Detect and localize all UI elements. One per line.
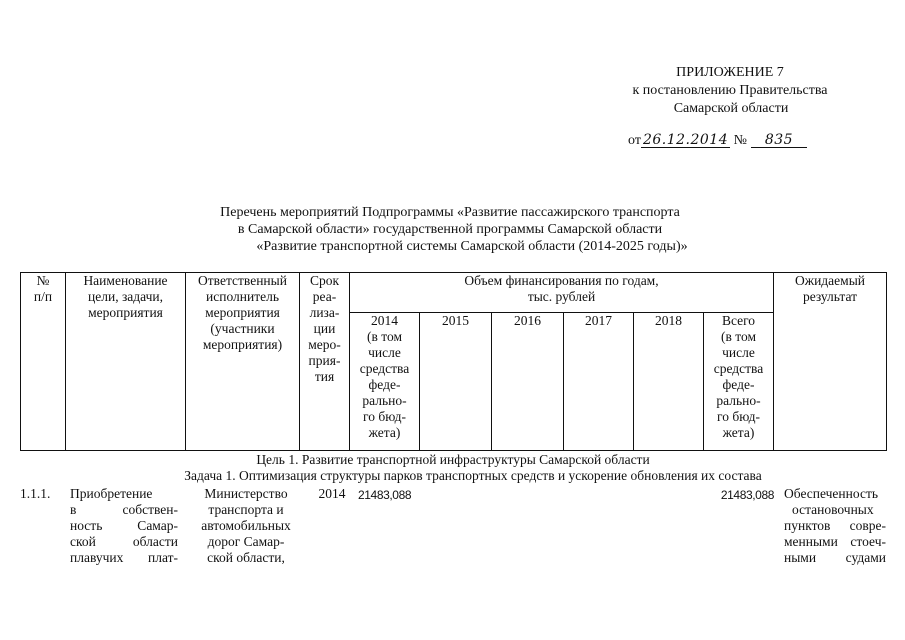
title-line3: «Развитие транспортной системы Самарской области (2014-2025 годы)» bbox=[256, 239, 688, 254]
header-result: Ожидаемый результат bbox=[774, 273, 887, 451]
header-num: № п/п bbox=[21, 273, 66, 451]
row-value-total: 21483,088 bbox=[720, 488, 774, 502]
header-year-2017: 2017 bbox=[564, 313, 634, 451]
row-number: 1.1.1. bbox=[20, 486, 51, 501]
row-responsible: Министерство транспорта и автомобильных дорог Самар- ской области, bbox=[201, 486, 291, 565]
number-prefix: № bbox=[733, 133, 747, 148]
funding-table-header bbox=[20, 272, 887, 451]
row-name: Приобретение в собствен- ность Самар- ской области плавучих плат- bbox=[70, 486, 178, 565]
table-row bbox=[20, 484, 886, 594]
header-year-2018: 2018 bbox=[634, 313, 704, 451]
header-total: Всего (в том числе средства феде- рально- го бюд- жета) bbox=[704, 313, 774, 451]
appendix-block bbox=[600, 64, 860, 118]
date-prefix: от bbox=[628, 133, 641, 148]
header-responsible: Ответственный исполнитель мероприятия (участники мероприятия) bbox=[186, 273, 300, 451]
row-term: 2014 bbox=[318, 486, 346, 501]
header-year-2014: 2014 (в том числе средства феде- рально- го бюд- жета) bbox=[350, 313, 420, 451]
header-funding: Объем финансирования по годам, тыс. рублей bbox=[350, 273, 774, 313]
title-line2: в Самарской области» государственной программы Самарской области bbox=[237, 222, 663, 237]
document-title bbox=[150, 204, 750, 255]
appendix-line2: к постановлению Правительства bbox=[632, 83, 828, 98]
row-result: Обеспеченность остановочных пунктов совре- менными стоеч- ными судами bbox=[784, 486, 886, 565]
goal-row: Цель 1. Развитие транспортной инфраструктуры Самарской области bbox=[256, 452, 650, 467]
row-value-2014: 21483,088 bbox=[358, 488, 412, 502]
task-row: Задача 1. Оптимизация структуры парков транспортных средств и ускорение обновления их состава bbox=[184, 468, 762, 483]
header-year-2016: 2016 bbox=[492, 313, 564, 451]
appendix-line3: Самарской области bbox=[673, 101, 789, 116]
header-term: Срок реа- лиза- ции меро- прия- тия bbox=[300, 273, 350, 451]
header-year-2015: 2015 bbox=[420, 313, 492, 451]
title-line1: Перечень мероприятий Подпрограммы «Развитие пассажирского транспорта bbox=[220, 205, 680, 220]
date-handwritten: 26.12.2014 bbox=[642, 132, 729, 148]
number-handwritten: 835 bbox=[751, 133, 807, 148]
funding-table-body bbox=[20, 452, 886, 594]
appendix-title: ПРИЛОЖЕНИЕ 7 bbox=[676, 65, 784, 80]
header-name: Наименование цели, задачи, мероприятия bbox=[66, 273, 186, 451]
order-line bbox=[628, 132, 828, 150]
